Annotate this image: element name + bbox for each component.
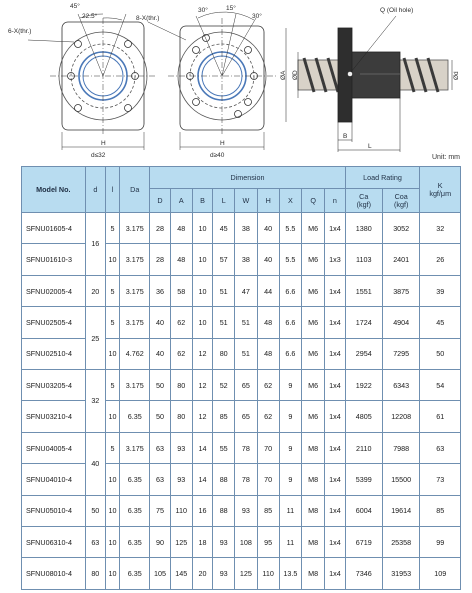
cell-D: 40 (150, 307, 170, 338)
cell-ca: 2110 (345, 432, 382, 463)
cell-ca: 7346 (345, 558, 382, 590)
header-da: Da (120, 167, 150, 213)
cell-ca: 1922 (345, 370, 382, 401)
cell-B: 12 (192, 338, 212, 369)
cell-B: 10 (192, 213, 212, 244)
cell-ca: 6004 (345, 495, 382, 526)
cell-coa: 6343 (382, 370, 419, 401)
cell-A: 110 (170, 495, 192, 526)
cell-A: 80 (170, 370, 192, 401)
cell-n: 1x4 (325, 307, 345, 338)
cell-Q: M6 (302, 370, 325, 401)
cell-D: 50 (150, 401, 170, 432)
cell-d: 25 (85, 307, 105, 370)
angle-30-right-label: 30° (252, 13, 262, 20)
cell-k: 39 (420, 275, 461, 306)
cell-coa: 3052 (382, 213, 419, 244)
cell-X: 6.6 (279, 338, 301, 369)
flange-view-6-holes (28, 14, 156, 150)
cell-B: 12 (192, 370, 212, 401)
cell-H: 48 (257, 338, 279, 369)
cell-da: 3.175 (120, 307, 150, 338)
cell-coa: 19614 (382, 495, 419, 526)
cell-L: 52 (213, 370, 235, 401)
phi-d-left-label: ØD (292, 70, 299, 80)
table-row (22, 213, 461, 244)
cell-D: 63 (150, 432, 170, 463)
phi-a-label: ØA (280, 70, 287, 80)
cell-l: 10 (105, 338, 119, 369)
cell-da: 3.175 (120, 432, 150, 463)
cell-D: 50 (150, 370, 170, 401)
cell-X: 5.5 (279, 213, 301, 244)
cell-H: 40 (257, 213, 279, 244)
header-ca-unit: (kgf) (356, 199, 371, 209)
header-dim-W: W (235, 189, 257, 213)
cell-da: 6.35 (120, 527, 150, 558)
cell-n: 1x4 (325, 464, 345, 495)
header-dim-D: D (150, 189, 170, 213)
cell-W: 65 (235, 370, 257, 401)
cell-coa: 4904 (382, 307, 419, 338)
cell-L: 45 (213, 213, 235, 244)
cell-d: 40 (85, 432, 105, 495)
header-dimension: Dimension (150, 167, 345, 189)
cell-coa: 7988 (382, 432, 419, 463)
header-coa-symbol: Coa (394, 191, 408, 201)
header-dim-n: n (325, 189, 345, 213)
cell-H: 62 (257, 401, 279, 432)
header-ca (345, 189, 382, 213)
cell-X: 5.5 (279, 244, 301, 275)
cell-d: 16 (85, 213, 105, 276)
view2-h-label: H (220, 140, 225, 147)
cell-k: 63 (420, 432, 461, 463)
cell-A: 125 (170, 527, 192, 558)
cell-X: 9 (279, 432, 301, 463)
cell-H: 70 (257, 432, 279, 463)
cell-W: 38 (235, 213, 257, 244)
cell-H: 62 (257, 370, 279, 401)
cell-B: 12 (192, 401, 212, 432)
cell-k: 61 (420, 401, 461, 432)
cell-k: 50 (420, 338, 461, 369)
cell-model: SFNU08010-4 (22, 558, 86, 590)
cell-D: 90 (150, 527, 170, 558)
cell-n: 1x4 (325, 527, 345, 558)
cell-k: 26 (420, 244, 461, 275)
cell-B: 20 (192, 558, 212, 590)
cell-n: 1x4 (325, 401, 345, 432)
cell-A: 58 (170, 275, 192, 306)
cell-model: SFNU01610-3 (22, 244, 86, 275)
cell-A: 62 (170, 307, 192, 338)
cell-l: 10 (105, 495, 119, 526)
cell-B: 14 (192, 464, 212, 495)
cell-D: 75 (150, 495, 170, 526)
cell-L: 88 (213, 495, 235, 526)
cell-l: 5 (105, 370, 119, 401)
cell-L: 51 (213, 307, 235, 338)
cell-k: 32 (420, 213, 461, 244)
cell-X: 9 (279, 401, 301, 432)
cell-ca: 2954 (345, 338, 382, 369)
cell-H: 44 (257, 275, 279, 306)
cell-L: 55 (213, 432, 235, 463)
cell-n: 1x4 (325, 432, 345, 463)
cell-ca: 1103 (345, 244, 382, 275)
cell-d: 63 (85, 527, 105, 558)
cell-L: 80 (213, 338, 235, 369)
cell-H: 95 (257, 527, 279, 558)
cell-Q: M6 (302, 307, 325, 338)
cell-X: 6.6 (279, 275, 301, 306)
cell-k: 109 (420, 558, 461, 590)
cell-Q: M8 (302, 464, 325, 495)
cell-D: 105 (150, 558, 170, 590)
cell-l: 10 (105, 401, 119, 432)
cell-n: 1x4 (325, 213, 345, 244)
cell-da: 4.762 (120, 338, 150, 369)
cell-L: 57 (213, 244, 235, 275)
header-dim-H: H (257, 189, 279, 213)
table-row (22, 370, 461, 401)
cell-n: 1x4 (325, 338, 345, 369)
cell-Q: M8 (302, 558, 325, 590)
cell-model: SFNU02505-4 (22, 307, 86, 338)
cell-k: 99 (420, 527, 461, 558)
cell-d: 32 (85, 370, 105, 433)
cell-da: 6.35 (120, 464, 150, 495)
cell-B: 16 (192, 495, 212, 526)
dim-b-label: B (343, 133, 348, 140)
cell-L: 88 (213, 464, 235, 495)
cell-H: 40 (257, 244, 279, 275)
table-row (22, 275, 461, 306)
table-row (22, 495, 461, 526)
view1-condition-label: d≤32 (91, 152, 106, 159)
cell-A: 62 (170, 338, 192, 369)
table-row (22, 432, 461, 463)
cell-n: 1x4 (325, 370, 345, 401)
angle-15-label: 15° (226, 5, 236, 12)
cell-l: 10 (105, 558, 119, 590)
cell-H: 70 (257, 464, 279, 495)
header-dim-Q: Q (302, 189, 325, 213)
header-coa-unit: (kgf) (394, 199, 409, 209)
cell-coa: 15500 (382, 464, 419, 495)
table-row (22, 558, 461, 590)
cell-L: 93 (213, 527, 235, 558)
cell-A: 80 (170, 401, 192, 432)
cell-model: SFNU02510-4 (22, 338, 86, 369)
cell-W: 51 (235, 307, 257, 338)
cell-n: 1x4 (325, 275, 345, 306)
angle-45-label: 45° (70, 3, 80, 10)
spec-table (21, 166, 461, 590)
header-load-rating: Load Rating (345, 167, 420, 189)
cell-B: 10 (192, 307, 212, 338)
cell-D: 40 (150, 338, 170, 369)
cell-A: 48 (170, 213, 192, 244)
cell-W: 93 (235, 495, 257, 526)
cell-W: 125 (235, 558, 257, 590)
cell-d: 50 (85, 495, 105, 526)
cell-n: 1x4 (325, 558, 345, 590)
cell-k: 85 (420, 495, 461, 526)
cell-ca: 6719 (345, 527, 382, 558)
cell-Q: M6 (302, 213, 325, 244)
cell-H: 110 (257, 558, 279, 590)
cell-W: 38 (235, 244, 257, 275)
cell-D: 28 (150, 213, 170, 244)
header-ca-symbol: Ca (359, 191, 369, 201)
cell-da: 6.35 (120, 401, 150, 432)
cell-da: 6.35 (120, 495, 150, 526)
cell-da: 3.175 (120, 244, 150, 275)
cell-k: 54 (420, 370, 461, 401)
cell-W: 65 (235, 401, 257, 432)
cell-ca: 4805 (345, 401, 382, 432)
cell-l: 5 (105, 432, 119, 463)
header-dim-X: X (279, 189, 301, 213)
cell-da: 3.175 (120, 370, 150, 401)
cell-coa: 7295 (382, 338, 419, 369)
cell-coa: 31953 (382, 558, 419, 590)
cell-D: 36 (150, 275, 170, 306)
cell-X: 11 (279, 527, 301, 558)
cell-l: 10 (105, 244, 119, 275)
cell-da: 6.35 (120, 558, 150, 590)
cell-B: 14 (192, 432, 212, 463)
cell-l: 5 (105, 307, 119, 338)
cell-ca: 1724 (345, 307, 382, 338)
cell-l: 5 (105, 213, 119, 244)
cell-X: 11 (279, 495, 301, 526)
cell-H: 48 (257, 307, 279, 338)
cell-coa: 12208 (382, 401, 419, 432)
cell-model: SFNU03210-4 (22, 401, 86, 432)
cell-L: 51 (213, 275, 235, 306)
cell-B: 10 (192, 275, 212, 306)
header-k-unit: kgf/μm (429, 188, 452, 198)
cell-l: 10 (105, 527, 119, 558)
cell-A: 145 (170, 558, 192, 590)
cell-ca: 1380 (345, 213, 382, 244)
header-k (420, 167, 461, 213)
cell-X: 13.5 (279, 558, 301, 590)
angle-22-5-label: 22.5° (82, 13, 98, 20)
cell-coa: 2401 (382, 244, 419, 275)
cell-Q: M6 (302, 275, 325, 306)
cell-A: 93 (170, 464, 192, 495)
cell-ca: 5399 (345, 464, 382, 495)
cell-H: 85 (257, 495, 279, 526)
cell-L: 93 (213, 558, 235, 590)
holes-8x-label: 8-X(thr.) (136, 15, 160, 22)
cell-L: 85 (213, 401, 235, 432)
cell-X: 9 (279, 464, 301, 495)
cell-Q: M8 (302, 527, 325, 558)
cell-B: 10 (192, 244, 212, 275)
cell-model: SFNU05010-4 (22, 495, 86, 526)
cell-d: 80 (85, 558, 105, 590)
unit-label: Unit: mm (432, 154, 460, 161)
header-k-symbol: K (437, 180, 443, 190)
cell-model: SFNU02005-4 (22, 275, 86, 306)
cell-Q: M6 (302, 244, 325, 275)
header-l: l (105, 167, 119, 213)
cell-n: 1x4 (325, 495, 345, 526)
cell-Q: M8 (302, 495, 325, 526)
view2-condition-label: d≥40 (210, 152, 225, 159)
cell-B: 18 (192, 527, 212, 558)
cell-Q: M8 (302, 432, 325, 463)
cell-coa: 25358 (382, 527, 419, 558)
cell-ca: 1551 (345, 275, 382, 306)
cell-da: 3.175 (120, 275, 150, 306)
cell-D: 28 (150, 244, 170, 275)
cell-l: 10 (105, 464, 119, 495)
phi-d-right-label: Ød (453, 71, 460, 80)
cell-W: 78 (235, 432, 257, 463)
table-row (22, 307, 461, 338)
spec-table-body (22, 213, 461, 590)
cell-model: SFNU03205-4 (22, 370, 86, 401)
holes-6x-label: 6-X(thr.) (8, 28, 32, 35)
cell-k: 73 (420, 464, 461, 495)
side-view-ball-nut (286, 16, 452, 152)
dim-l-label: L (368, 143, 372, 150)
cell-da: 3.175 (120, 213, 150, 244)
cell-n: 1x3 (325, 244, 345, 275)
header-d: d (85, 167, 105, 213)
cell-model: SFNU04010-4 (22, 464, 86, 495)
view1-h-label: H (101, 140, 106, 147)
header-coa (382, 189, 419, 213)
header-model: Model No. (22, 167, 86, 213)
cell-X: 9 (279, 370, 301, 401)
header-dim-A: A (170, 189, 192, 213)
header-dim-B: B (192, 189, 212, 213)
cell-model: SFNU01605-4 (22, 213, 86, 244)
cell-W: 51 (235, 338, 257, 369)
cell-D: 63 (150, 464, 170, 495)
cell-coa: 3875 (382, 275, 419, 306)
cell-l: 5 (105, 275, 119, 306)
cell-model: SFNU06310-4 (22, 527, 86, 558)
cell-W: 108 (235, 527, 257, 558)
cell-Q: M6 (302, 401, 325, 432)
angle-30-left-label: 30° (198, 7, 208, 14)
cell-W: 78 (235, 464, 257, 495)
cell-model: SFNU04005-4 (22, 432, 86, 463)
cell-W: 47 (235, 275, 257, 306)
cell-A: 48 (170, 244, 192, 275)
cell-A: 93 (170, 432, 192, 463)
technical-drawings (0, 0, 472, 160)
cell-X: 6.6 (279, 307, 301, 338)
header-dim-L: L (213, 189, 235, 213)
cell-Q: M6 (302, 338, 325, 369)
table-row (22, 527, 461, 558)
flange-view-8-holes (148, 12, 276, 150)
cell-d: 20 (85, 275, 105, 306)
cell-k: 45 (420, 307, 461, 338)
oil-hole-label: Q (Oil hole) (380, 7, 414, 14)
